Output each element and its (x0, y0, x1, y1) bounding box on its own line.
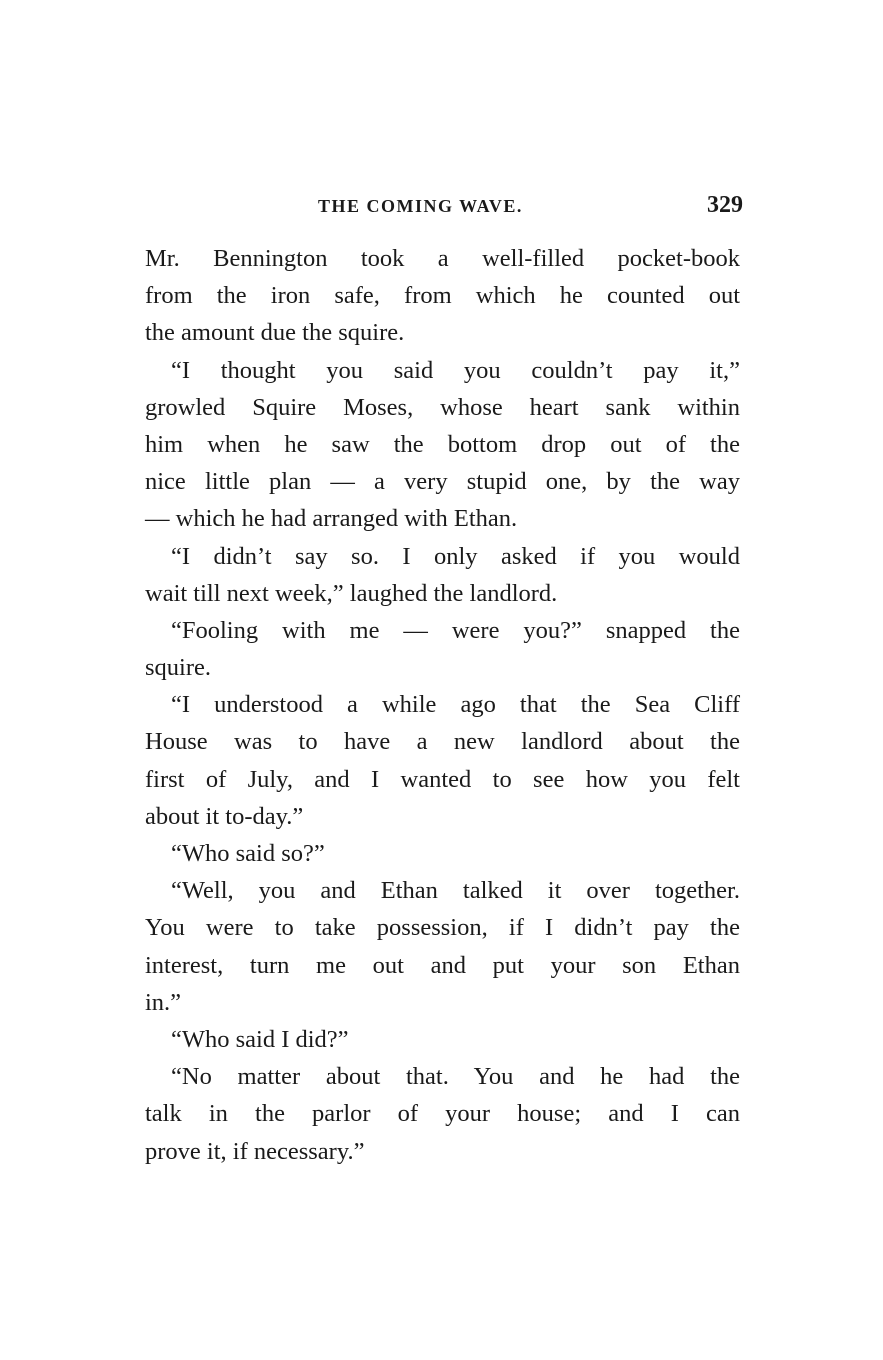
text-line: from the iron safe, from which he counted out (145, 282, 740, 310)
text-line: — which he had arranged with Ethan. (145, 505, 518, 533)
text-line: him when he saw the bottom drop out of the (145, 430, 740, 458)
text-line: interest, turn me out and put your son Ethan (145, 951, 740, 979)
text-line: “I didn’t say so. I only asked if you would (171, 542, 740, 570)
text-line: “I understood a while ago that the Sea Cliff (171, 691, 740, 719)
text-line: You were to take possession, if I didn’t pay the (145, 914, 740, 942)
text-line: “No matter about that. You and he had the (171, 1063, 740, 1091)
text-line: the amount due the squire. (145, 319, 405, 347)
text-line: squire. (145, 654, 211, 682)
text-line: growled Squire Moses, whose heart sank within (145, 393, 740, 421)
text-line: “Who said I did?” (171, 1025, 349, 1053)
text-line: first of July, and I wanted to see how you felt (145, 765, 740, 793)
running-head (143, 194, 743, 224)
text-line: nice little plan — a very stupid one, by the way (145, 468, 740, 496)
text-line: “I thought you said you couldn’t pay it,” (171, 356, 740, 384)
text-line: talk in the parlor of your house; and I can (145, 1100, 740, 1128)
text-line: in.” (145, 988, 182, 1016)
running-title: THE COMING WAVE. (318, 196, 523, 216)
text-line: “Fooling with me — were you?” snapped the (171, 616, 740, 644)
page-number: 329 (707, 192, 743, 218)
text-line: prove it, if necessary.” (145, 1137, 365, 1165)
text-line: “Well, you and Ethan talked it over together. (171, 877, 740, 905)
text-line: wait till next week,” laughed the landlord. (145, 579, 558, 607)
text-line: “Who said so?” (171, 840, 325, 867)
text-line: Mr. Bennington took a well-filled pocket-book (145, 245, 740, 272)
text-line: House was to have a new landlord about the (145, 728, 740, 756)
body-text (145, 240, 740, 1170)
text-line: about it to-day.” (145, 802, 304, 830)
